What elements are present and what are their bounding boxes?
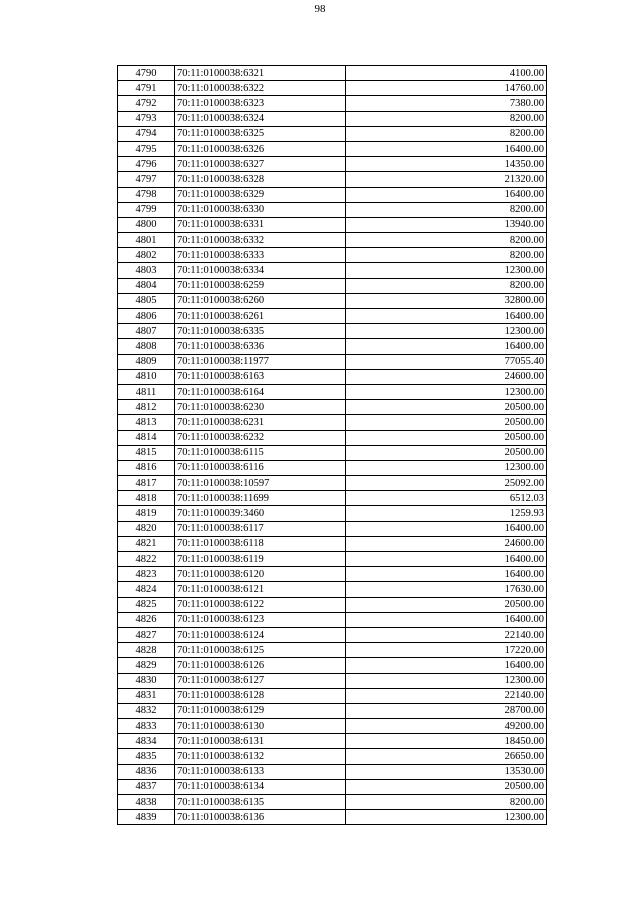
value-cell: 8200.00 xyxy=(346,111,547,126)
cadastral-number-cell: 70:11:0100038:6132 xyxy=(175,749,346,764)
table-row xyxy=(118,400,547,415)
row-number-cell: 4829 xyxy=(118,658,175,673)
value-cell: 25092.00 xyxy=(346,476,547,491)
cadastral-number-cell: 70:11:0100038:6322 xyxy=(175,81,346,96)
row-number-cell: 4813 xyxy=(118,415,175,430)
table-row xyxy=(118,369,547,384)
cadastral-number-cell: 70:11:0100038:6323 xyxy=(175,96,346,111)
value-cell: 16400.00 xyxy=(346,552,547,567)
row-number-cell: 4799 xyxy=(118,202,175,217)
table-row xyxy=(118,643,547,658)
cadastral-number-cell: 70:11:0100038:6130 xyxy=(175,719,346,734)
cadastral-number-cell: 70:11:0100038:6163 xyxy=(175,369,346,384)
page-number: 98 xyxy=(314,3,326,15)
cadastral-number-cell: 70:11:0100038:6331 xyxy=(175,217,346,232)
value-cell: 16400.00 xyxy=(346,612,547,627)
value-cell: 12300.00 xyxy=(346,810,547,825)
value-cell: 16400.00 xyxy=(346,309,547,324)
table-row xyxy=(118,263,547,278)
cadastral-number-cell: 70:11:0100038:6259 xyxy=(175,278,346,293)
row-number-cell: 4815 xyxy=(118,445,175,460)
cadastral-number-cell: 70:11:0100038:6121 xyxy=(175,582,346,597)
row-number-cell: 4795 xyxy=(118,141,175,156)
row-number-cell: 4796 xyxy=(118,157,175,172)
table-row xyxy=(118,491,547,506)
row-number-cell: 4802 xyxy=(118,248,175,263)
value-cell: 17220.00 xyxy=(346,643,547,658)
row-number-cell: 4819 xyxy=(118,506,175,521)
table-row xyxy=(118,217,547,232)
table-row xyxy=(118,324,547,339)
value-cell: 12300.00 xyxy=(346,673,547,688)
row-number-cell: 4805 xyxy=(118,293,175,308)
cadastral-number-cell: 70:11:0100038:11699 xyxy=(175,491,346,506)
table-row xyxy=(118,248,547,263)
row-number-cell: 4830 xyxy=(118,673,175,688)
value-cell: 16400.00 xyxy=(346,187,547,202)
cadastral-number-cell: 70:11:0100038:6133 xyxy=(175,764,346,779)
value-cell: 24600.00 xyxy=(346,369,547,384)
cadastral-number-cell: 70:11:0100038:6129 xyxy=(175,703,346,718)
cadastral-number-cell: 70:11:0100038:10597 xyxy=(175,476,346,491)
value-cell: 8200.00 xyxy=(346,795,547,810)
row-number-cell: 4825 xyxy=(118,597,175,612)
value-cell: 16400.00 xyxy=(346,521,547,536)
table-row xyxy=(118,96,547,111)
value-cell: 22140.00 xyxy=(346,688,547,703)
row-number-cell: 4823 xyxy=(118,567,175,582)
row-number-cell: 4831 xyxy=(118,688,175,703)
value-cell: 26650.00 xyxy=(346,749,547,764)
cadastral-number-cell: 70:11:0100038:6118 xyxy=(175,536,346,551)
cadastral-number-cell: 70:11:0100038:11977 xyxy=(175,354,346,369)
row-number-cell: 4814 xyxy=(118,430,175,445)
table-row xyxy=(118,719,547,734)
value-cell: 20500.00 xyxy=(346,597,547,612)
value-cell: 28700.00 xyxy=(346,703,547,718)
value-cell: 12300.00 xyxy=(346,263,547,278)
cadastral-number-cell: 70:11:0100038:6324 xyxy=(175,111,346,126)
cadastral-number-cell: 70:11:0100038:6232 xyxy=(175,430,346,445)
row-number-cell: 4811 xyxy=(118,384,175,399)
row-number-cell: 4821 xyxy=(118,536,175,551)
value-cell: 8200.00 xyxy=(346,248,547,263)
table-row xyxy=(118,172,547,187)
table-row xyxy=(118,354,547,369)
cadastral-number-cell: 70:11:0100038:6333 xyxy=(175,248,346,263)
table-row xyxy=(118,764,547,779)
row-number-cell: 4832 xyxy=(118,703,175,718)
row-number-cell: 4806 xyxy=(118,309,175,324)
value-cell: 20500.00 xyxy=(346,779,547,794)
table-row xyxy=(118,552,547,567)
table-row xyxy=(118,673,547,688)
value-cell: 14350.00 xyxy=(346,157,547,172)
cadastral-number-cell: 70:11:0100038:6122 xyxy=(175,597,346,612)
row-number-cell: 4812 xyxy=(118,400,175,415)
value-cell: 16400.00 xyxy=(346,339,547,354)
value-cell: 13940.00 xyxy=(346,217,547,232)
table-row xyxy=(118,157,547,172)
table-row xyxy=(118,339,547,354)
cadastral-number-cell: 70:11:0100038:6134 xyxy=(175,779,346,794)
cadastral-number-cell: 70:11:0100038:6336 xyxy=(175,339,346,354)
cadastral-number-cell: 70:11:0100038:6126 xyxy=(175,658,346,673)
table-row xyxy=(118,66,547,81)
row-number-cell: 4809 xyxy=(118,354,175,369)
cadastral-number-cell: 70:11:0100038:6321 xyxy=(175,66,346,81)
row-number-cell: 4793 xyxy=(118,111,175,126)
cadastral-number-cell: 70:11:0100038:6127 xyxy=(175,673,346,688)
cadastral-number-cell: 70:11:0100038:6326 xyxy=(175,141,346,156)
table-row xyxy=(118,795,547,810)
value-cell: 16400.00 xyxy=(346,567,547,582)
value-cell: 20500.00 xyxy=(346,400,547,415)
table-row xyxy=(118,415,547,430)
row-number-cell: 4818 xyxy=(118,491,175,506)
table-row xyxy=(118,187,547,202)
value-cell: 49200.00 xyxy=(346,719,547,734)
value-cell: 13530.00 xyxy=(346,764,547,779)
table-body xyxy=(118,66,547,825)
cadastral-number-cell: 70:11:0100038:6124 xyxy=(175,627,346,642)
cadastral-number-cell: 70:11:0100038:6327 xyxy=(175,157,346,172)
table-row xyxy=(118,476,547,491)
table-row xyxy=(118,658,547,673)
value-cell: 17630.00 xyxy=(346,582,547,597)
table-row xyxy=(118,612,547,627)
cadastral-number-cell: 70:11:0100038:6261 xyxy=(175,309,346,324)
table-row xyxy=(118,627,547,642)
cadastral-number-cell: 70:11:0100038:6334 xyxy=(175,263,346,278)
value-cell: 8200.00 xyxy=(346,202,547,217)
cadastral-number-cell: 70:11:0100038:6328 xyxy=(175,172,346,187)
row-number-cell: 4837 xyxy=(118,779,175,794)
value-cell: 24600.00 xyxy=(346,536,547,551)
table-row xyxy=(118,233,547,248)
table-row xyxy=(118,141,547,156)
cadastral-number-cell: 70:11:0100038:6260 xyxy=(175,293,346,308)
cadastral-number-cell: 70:11:0100038:6231 xyxy=(175,415,346,430)
row-number-cell: 4808 xyxy=(118,339,175,354)
table-row xyxy=(118,384,547,399)
cadastral-number-cell: 70:11:0100038:6125 xyxy=(175,643,346,658)
row-number-cell: 4797 xyxy=(118,172,175,187)
table-row xyxy=(118,111,547,126)
row-number-cell: 4790 xyxy=(118,66,175,81)
table-row xyxy=(118,567,547,582)
table-row xyxy=(118,703,547,718)
table-row xyxy=(118,460,547,475)
row-number-cell: 4834 xyxy=(118,734,175,749)
cadastral-number-cell: 70:11:0100038:6164 xyxy=(175,384,346,399)
cadastral-number-cell: 70:11:0100038:6332 xyxy=(175,233,346,248)
table-row xyxy=(118,445,547,460)
row-number-cell: 4801 xyxy=(118,233,175,248)
cadastral-number-cell: 70:11:0100038:6119 xyxy=(175,552,346,567)
cadastral-number-cell: 70:11:0100038:6116 xyxy=(175,460,346,475)
cadastral-number-cell: 70:11:0100038:6115 xyxy=(175,445,346,460)
table-row xyxy=(118,536,547,551)
value-cell: 20500.00 xyxy=(346,415,547,430)
cadastral-number-cell: 70:11:0100038:6136 xyxy=(175,810,346,825)
cadastral-number-cell: 70:11:0100038:6120 xyxy=(175,567,346,582)
table-row xyxy=(118,293,547,308)
table-row xyxy=(118,810,547,825)
cadastral-number-cell: 70:11:0100038:6117 xyxy=(175,521,346,536)
value-cell: 7380.00 xyxy=(346,96,547,111)
table-row xyxy=(118,734,547,749)
value-cell: 21320.00 xyxy=(346,172,547,187)
value-cell: 14760.00 xyxy=(346,81,547,96)
row-number-cell: 4817 xyxy=(118,476,175,491)
table-row xyxy=(118,430,547,445)
row-number-cell: 4828 xyxy=(118,643,175,658)
table-row xyxy=(118,749,547,764)
value-cell: 12300.00 xyxy=(346,460,547,475)
row-number-cell: 4804 xyxy=(118,278,175,293)
row-number-cell: 4798 xyxy=(118,187,175,202)
row-number-cell: 4803 xyxy=(118,263,175,278)
cadastral-number-cell: 70:11:0100038:6325 xyxy=(175,126,346,141)
value-cell: 18450.00 xyxy=(346,734,547,749)
row-number-cell: 4833 xyxy=(118,719,175,734)
value-cell: 16400.00 xyxy=(346,658,547,673)
row-number-cell: 4794 xyxy=(118,126,175,141)
value-cell: 4100.00 xyxy=(346,66,547,81)
cadastral-number-cell: 70:11:0100039:3460 xyxy=(175,506,346,521)
row-number-cell: 4835 xyxy=(118,749,175,764)
table-row xyxy=(118,309,547,324)
value-cell: 12300.00 xyxy=(346,384,547,399)
value-cell: 12300.00 xyxy=(346,324,547,339)
value-cell: 6512.03 xyxy=(346,491,547,506)
cadastral-number-cell: 70:11:0100038:6335 xyxy=(175,324,346,339)
value-cell: 32800.00 xyxy=(346,293,547,308)
cadastral-number-cell: 70:11:0100038:6123 xyxy=(175,612,346,627)
table-row xyxy=(118,126,547,141)
row-number-cell: 4838 xyxy=(118,795,175,810)
cadastral-number-cell: 70:11:0100038:6128 xyxy=(175,688,346,703)
table-row xyxy=(118,81,547,96)
row-number-cell: 4824 xyxy=(118,582,175,597)
row-number-cell: 4807 xyxy=(118,324,175,339)
value-cell: 8200.00 xyxy=(346,278,547,293)
table-row xyxy=(118,597,547,612)
table-row xyxy=(118,779,547,794)
row-number-cell: 4791 xyxy=(118,81,175,96)
table-row xyxy=(118,278,547,293)
value-cell: 77055.40 xyxy=(346,354,547,369)
row-number-cell: 4800 xyxy=(118,217,175,232)
table-row xyxy=(118,688,547,703)
row-number-cell: 4792 xyxy=(118,96,175,111)
row-number-cell: 4816 xyxy=(118,460,175,475)
row-number-cell: 4820 xyxy=(118,521,175,536)
value-cell: 8200.00 xyxy=(346,126,547,141)
table-row xyxy=(118,506,547,521)
value-cell: 1259.93 xyxy=(346,506,547,521)
cadastral-number-cell: 70:11:0100038:6135 xyxy=(175,795,346,810)
row-number-cell: 4826 xyxy=(118,612,175,627)
value-cell: 16400.00 xyxy=(346,141,547,156)
row-number-cell: 4839 xyxy=(118,810,175,825)
cadastral-number-cell: 70:11:0100038:6329 xyxy=(175,187,346,202)
row-number-cell: 4827 xyxy=(118,627,175,642)
cadastral-number-cell: 70:11:0100038:6230 xyxy=(175,400,346,415)
row-number-cell: 4810 xyxy=(118,369,175,384)
cadastral-number-cell: 70:11:0100038:6330 xyxy=(175,202,346,217)
value-cell: 20500.00 xyxy=(346,430,547,445)
table-row xyxy=(118,202,547,217)
row-number-cell: 4822 xyxy=(118,552,175,567)
cadastral-number-cell: 70:11:0100038:6131 xyxy=(175,734,346,749)
value-cell: 22140.00 xyxy=(346,627,547,642)
row-number-cell: 4836 xyxy=(118,764,175,779)
cadastral-table xyxy=(117,65,547,825)
table-row xyxy=(118,521,547,536)
value-cell: 8200.00 xyxy=(346,233,547,248)
table-row xyxy=(118,582,547,597)
value-cell: 20500.00 xyxy=(346,445,547,460)
